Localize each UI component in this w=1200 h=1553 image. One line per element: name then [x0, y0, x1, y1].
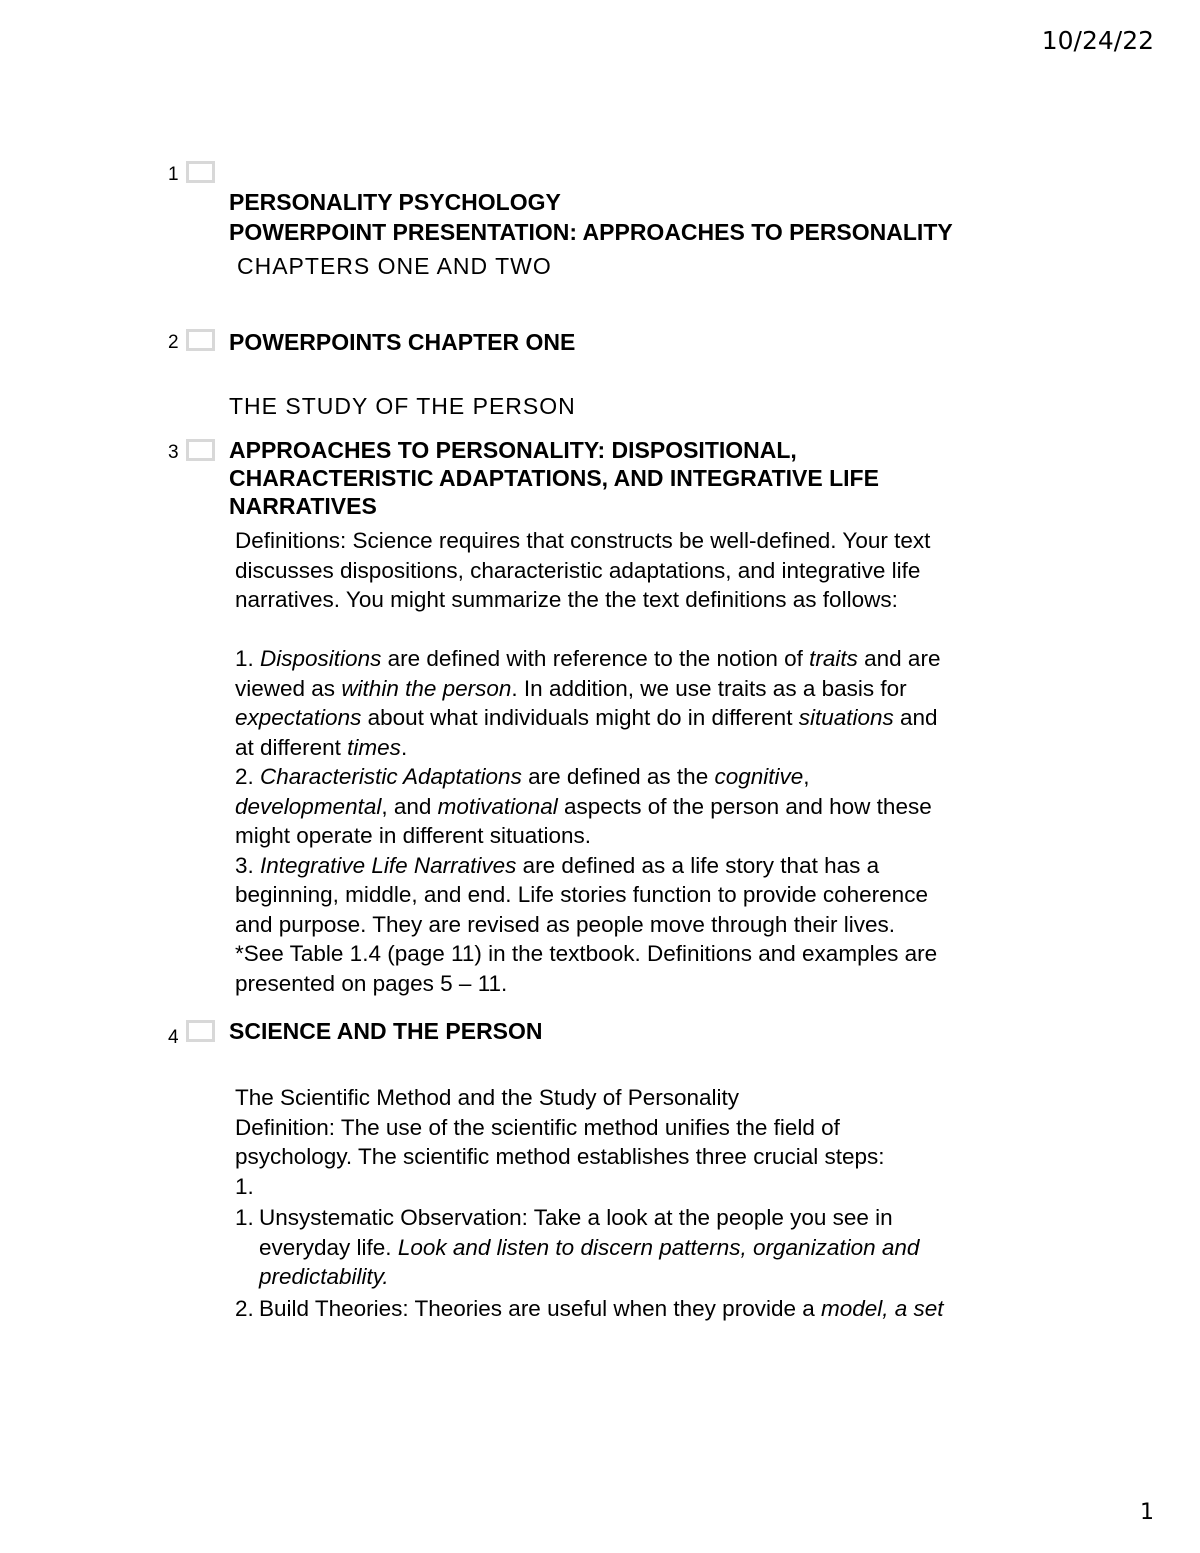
slide-title-line: CHARACTERISTIC ADAPTATIONS, AND INTEGRATIVE LIFE	[229, 465, 879, 491]
text-run: *See Table 1.4 (page 11) in the textbook. Definitions and examples are	[235, 941, 938, 966]
slide-number: 4	[168, 1027, 179, 1048]
text-line	[259, 1233, 919, 1263]
text-run: presented on pages 5 – 11.	[235, 970, 508, 996]
text-run: psychology. The scientific method establishes three crucial steps:	[235, 1144, 885, 1169]
slide-title: SCIENCE AND THE PERSON	[229, 1018, 543, 1044]
text-line	[259, 1172, 265, 1202]
text-line	[235, 556, 1049, 586]
page-number: 1	[1140, 1500, 1154, 1525]
text-run: at different	[235, 734, 348, 760]
italic-text: predictability.	[259, 1264, 389, 1289]
text-line	[235, 792, 1049, 822]
text-line	[235, 851, 1049, 881]
slide-title-line: NARRATIVES	[229, 493, 377, 519]
text-line	[235, 585, 1049, 615]
text-line	[235, 969, 1049, 999]
italic-text: developmental	[235, 793, 382, 819]
text-run: viewed as	[235, 675, 342, 701]
text-run: The Scientific Method and the Study of Personality	[235, 1085, 740, 1110]
text-run: are defined as the	[521, 764, 715, 789]
text-run: are defined with reference to the notion of	[381, 646, 810, 671]
text-run: might operate in different situations.	[235, 823, 592, 848]
slide-content	[229, 188, 1049, 282]
italic-text: Dispositions	[260, 646, 382, 671]
slide-list	[229, 1172, 1049, 1324]
slide-number: 1	[168, 164, 179, 185]
text-line	[235, 762, 1049, 792]
italic-text: cognitive	[714, 764, 804, 789]
slide-subtitle: THE STUDY OF THE PERSON	[229, 393, 576, 419]
slide-title-line: PERSONALITY PSYCHOLOGY	[229, 189, 561, 215]
text-line	[235, 733, 1049, 763]
text-run: 3.	[235, 852, 261, 878]
text-line	[235, 703, 1049, 733]
text-line	[235, 1142, 1049, 1172]
slide-subtitle: CHAPTERS ONE AND TWO	[237, 253, 552, 279]
text-line	[235, 644, 1049, 674]
text-run: narratives. You might summarize the the text definitions as follows:	[235, 587, 898, 612]
slide-title: POWERPOINTS CHAPTER ONE	[229, 329, 576, 355]
slide-title-line: APPROACHES TO PERSONALITY: DISPOSITIONAL,	[229, 437, 797, 463]
text-line	[259, 1262, 919, 1292]
italic-text: within the person	[341, 675, 512, 701]
text-run: aspects of the person and how these	[557, 793, 932, 819]
text-run: and purpose. They are revised as people move through their lives.	[235, 911, 895, 937]
text-line	[259, 1294, 944, 1324]
slide-thumbnail[interactable]	[186, 439, 215, 461]
italic-text: expectations	[235, 705, 362, 730]
text-line	[235, 880, 1049, 910]
list-item-text	[259, 1203, 919, 1292]
italic-text: Look and listen to discern patterns, organization and	[397, 1234, 920, 1260]
text-line	[235, 910, 1049, 940]
text-run: discusses dispositions, characteristic adaptations, and integrative life	[235, 557, 921, 583]
list-item-number: 2.	[235, 1295, 254, 1321]
slide-title-line: POWERPOINT PRESENTATION: APPROACHES TO PERSONALITY	[229, 219, 953, 245]
italic-text: motivational	[437, 793, 558, 819]
list-item-number: 1.	[235, 1173, 254, 1199]
text-run: ,	[803, 764, 810, 789]
slide-body	[229, 526, 1049, 998]
text-run: 1.	[235, 646, 261, 671]
list-item	[235, 1203, 1049, 1292]
text-run: and	[893, 705, 938, 730]
slide-thumbnail[interactable]	[186, 1020, 215, 1042]
slide-content	[229, 436, 1049, 998]
list-item-number: 1.	[235, 1205, 254, 1230]
slide-thumbnail[interactable]	[186, 161, 215, 183]
slide-number: 2	[168, 332, 179, 353]
text-run: .	[400, 734, 408, 760]
italic-text: times	[347, 734, 401, 760]
text-run: 2.	[235, 764, 261, 789]
slide-body	[229, 1083, 1049, 1172]
text-run: . In addition, we use traits as a basis for	[511, 675, 907, 701]
list-item	[235, 1172, 1049, 1202]
list-item-text	[259, 1172, 265, 1202]
text-run: Definition: The use of the scientific method unifies the field of	[235, 1114, 840, 1140]
slide-content	[229, 1017, 1049, 1323]
text-line	[235, 1083, 1049, 1113]
italic-text: model, a set	[821, 1295, 944, 1321]
italic-text: Integrative Life Narratives	[260, 852, 517, 878]
text-run: Build Theories: Theories are useful when they provide a	[259, 1295, 821, 1321]
text-line	[235, 939, 1049, 969]
list-item-text	[259, 1294, 944, 1324]
text-line	[235, 526, 1049, 556]
text-run: , and	[381, 793, 438, 819]
text-run: beginning, middle, and end. Life stories function to provide coherence	[235, 882, 928, 907]
slide-thumbnail[interactable]	[186, 329, 215, 351]
list-item	[235, 1294, 1049, 1324]
text-run: Definitions: Science requires that constructs be well-defined. Your text	[235, 528, 931, 553]
slide-content	[229, 328, 1049, 422]
text-run: about what individuals might do in different	[361, 705, 799, 730]
text-line	[259, 1203, 919, 1233]
text-run: everyday life.	[259, 1234, 398, 1260]
text-line	[235, 821, 1049, 851]
italic-text: situations	[798, 705, 894, 730]
text-line	[235, 615, 1049, 645]
italic-text: Characteristic Adaptations	[260, 764, 522, 789]
header-date: 10/24/22	[1041, 26, 1154, 55]
text-run: are defined as a life story that has a	[516, 852, 880, 878]
text-run: Unsystematic Observation: Take a look at the people you see in	[259, 1205, 893, 1230]
text-run: and are	[857, 646, 941, 671]
text-line	[235, 1113, 1049, 1143]
text-line	[235, 674, 1049, 704]
slide-number: 3	[168, 442, 179, 463]
italic-text: traits	[809, 646, 858, 671]
